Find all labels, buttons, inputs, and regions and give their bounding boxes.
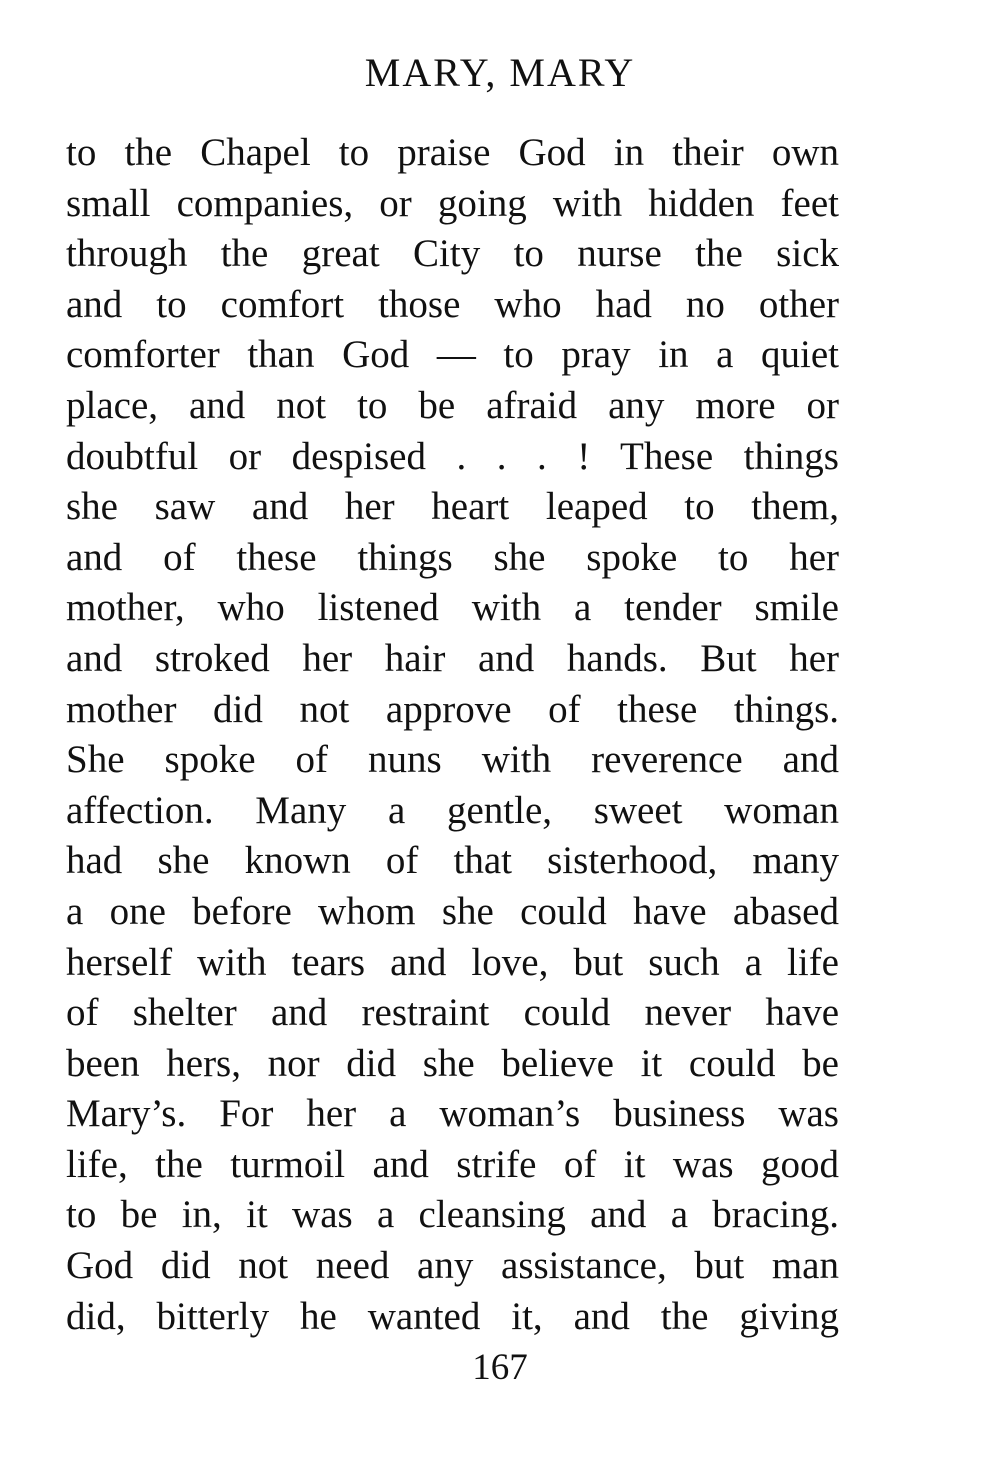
text-line: to be in, it was a cleansing and a bracing. xyxy=(66,1193,839,1237)
text-line: mother did not approve of these things. xyxy=(66,687,839,731)
text-line: life, the turmoil and strife of it was good xyxy=(66,1142,839,1186)
text-line: been hers, nor did she believe it could be xyxy=(66,1041,839,1085)
text-line: and to comfort those who had no other xyxy=(66,282,839,326)
text-line: and of these things she spoke to her xyxy=(66,535,839,579)
text-line: and stroked her hair and hands. But her xyxy=(66,636,839,680)
text-line: had she known of that sisterhood, many xyxy=(66,839,839,883)
text-line: she saw and her heart leaped to them, xyxy=(66,485,839,529)
text-line: God did not need any assistance, but man xyxy=(66,1244,839,1288)
text-line: of shelter and restraint could never have xyxy=(66,991,839,1035)
text-line: small companies, or going with hidden feet xyxy=(66,181,839,225)
text-line: through the great City to nurse the sick xyxy=(66,232,839,276)
page-number: 167 xyxy=(472,1347,528,1388)
text-line: Mary’s. For her a woman’s business was xyxy=(66,1092,839,1136)
body-text xyxy=(66,128,839,1342)
text-line: comforter than God — to pray in a quiet xyxy=(66,333,839,377)
text-line: to the Chapel to praise God in their own xyxy=(66,131,839,174)
text-line: herself with tears and love, but such a life xyxy=(66,940,839,984)
text-line: place, and not to be afraid any more or xyxy=(66,383,839,427)
text-line: doubtful or despised . . . ! These things xyxy=(66,434,839,478)
text-line: a one before whom she could have abased xyxy=(66,889,839,933)
text-line: She spoke of nuns with reverence and xyxy=(66,738,839,782)
text-line: did, bitterly he wanted it, and the giving xyxy=(66,1294,839,1338)
text-line: mother, who listened with a tender smile xyxy=(66,586,839,630)
running-title: MARY, MARY xyxy=(364,50,636,95)
text-line: affection. Many a gentle, sweet woman xyxy=(66,788,839,832)
